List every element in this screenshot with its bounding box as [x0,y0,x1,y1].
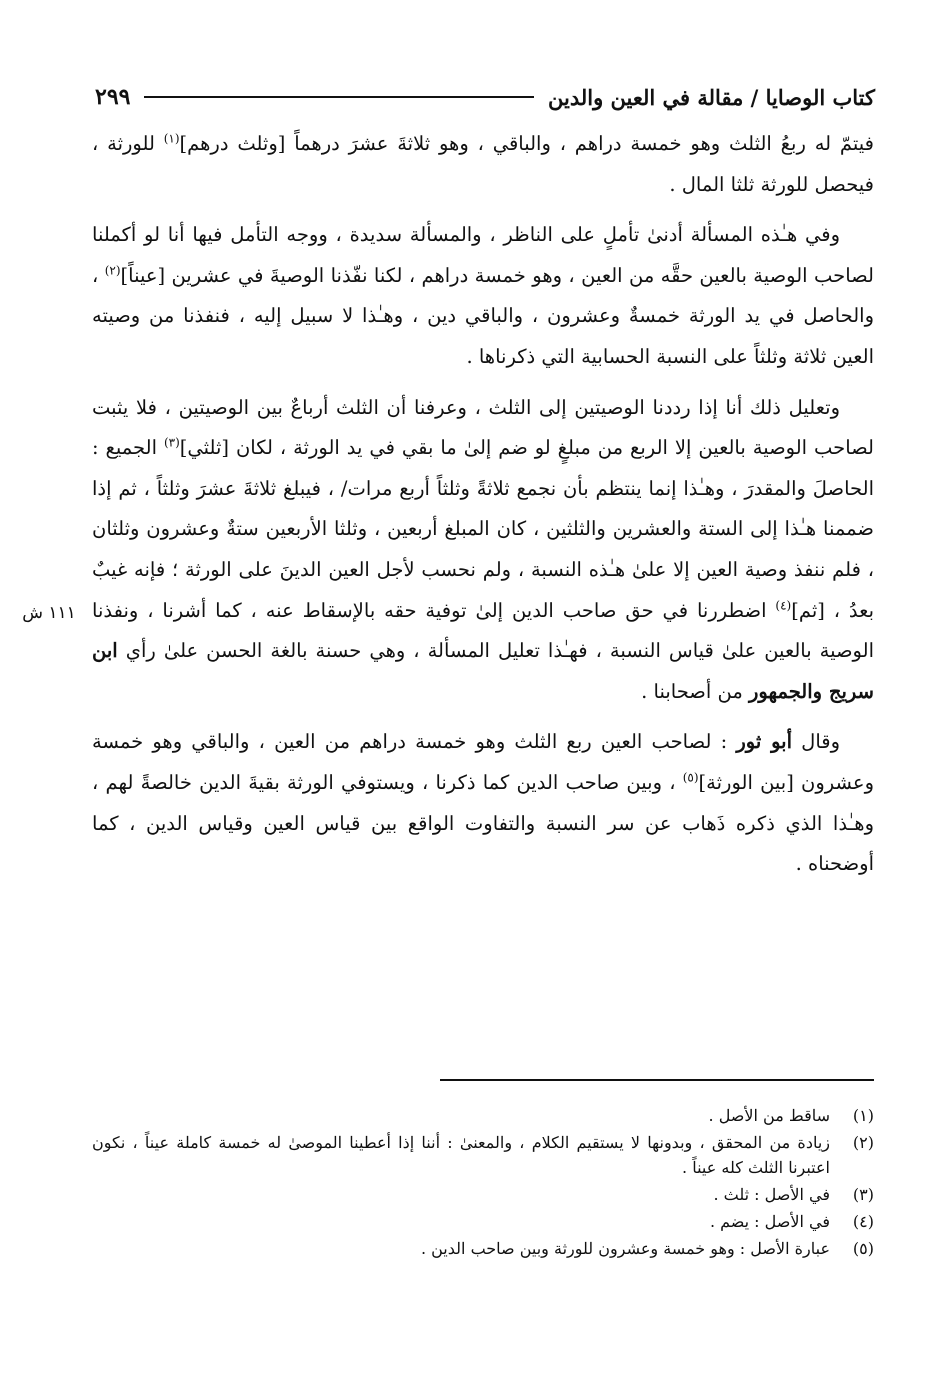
footnote-text: زيادة من المحقق ، وبدونها لا يستقيم الكلام ، والمعنىٰ : أننا إذا أعطينا الموصىٰ له خمسة كاملة عيناً ، نكون اعتبرنا الثلث كله عيناً . [92,1133,830,1177]
text-segment: : لصاحب العين ربع الثلث وهو خمسة دراهم من العين ، والباقي وهو خمسة وعشرون [بين الورثة] [92,730,874,794]
header-rule [144,96,534,98]
footnote-number: (٥) [852,1239,874,1258]
footnote-text: ساقط من الأصل . [708,1106,830,1125]
text-segment: اضطررنا في حق صاحب الدين إلىٰ توفية حقه بالإسقاط عنه ، كما أشرنا ، ونفذنا الوصية بالعين علىٰ قياس النسبة ، فهـٰذا تعليل المسألة ، وهي حسنة بالغة الحسن علىٰ رأي [92,598,874,663]
text-segment: ، والحاصل في يد الورثة خمسةٌ وعشرون ، والباقي دين ، وهـٰذا لا سبيل إليه ، فنفذنا من وصيته العين ثلاثة وثلثاً على النسبة الحسابية التي ذكرناها . [92,263,874,368]
footnote-text: عبارة الأصل : وهو خمسة وعشرون للورثة وبين صاحب الدين . [420,1239,830,1258]
footnote-ref: (٤) [775,598,792,613]
paragraph [92,124,874,205]
text-segment: وتعليل ذلك أنا إذا رددنا الوصيتين إلى الثلث ، وعرفنا أن الثلث أرباعٌ بين الوصيتين ، فلا يثبت لصاحب الوصية بالعين إلا الربع من مبلغٍ لو ضم إلىٰ ما بقي في يد الورثة ، لكان [ثلثي] [92,395,874,460]
page-number: ٢٩٩ [95,84,131,110]
footnote-number: (٢) [852,1133,874,1152]
footnote [92,1130,874,1180]
footnote-ref: (٣) [163,435,180,450]
footnote [92,1182,874,1207]
footnote-ref: (٥) [682,770,699,785]
footnote-number: (٣) [852,1185,874,1204]
footnote-text: في الأصل : يضم . [709,1212,830,1231]
paragraph [92,722,874,884]
footnote-ref: (١) [163,131,180,146]
text-segment: للورثة ، فيحصل للورثة ثلثا المال . [92,132,874,196]
footnote-number: (٤) [852,1212,874,1231]
footnote-number: (١) [852,1106,874,1125]
paragraph [92,388,874,713]
footnote [92,1103,874,1128]
main-text [92,124,874,885]
text-segment: من أصحابنا . [641,679,749,703]
text-segment: فيتمّ له ربعُ الثلث وهو خمسة دراهم ، والباقي ، وهو ثلاثةَ عشرَ درهماً [وثلث درهم] [179,132,874,155]
bold-name: ابن سريج والجمهور [92,639,874,703]
margin-note: ١١١ ش [22,603,76,623]
text-segment: وقال [791,730,840,754]
footnote [92,1236,874,1261]
footnote-text: في الأصل : ثلث . [713,1185,830,1204]
footnote [92,1209,874,1234]
footnote-rule [440,1079,874,1081]
text-segment: ، وبين صاحب الدين كما ذكرنا ، ويستوفي الورثة بقيةَ الدين خالصةً لهم ، وهـٰذا الذي ذكره ذَهاب عن سر النسبة والتفاوت الواقع بين قياس العين وقياس الدين ، كما أوضحناه . [92,770,874,876]
paragraph [92,215,874,377]
footnote-ref: (٢) [104,263,121,278]
header-title: كتاب الوصايا / مقالة في العين والدين [548,84,875,110]
bold-name: أبو ثور [736,730,792,754]
running-header [95,80,875,114]
text-segment: وفي هـٰذه المسألة أدنىٰ تأملٍ على الناظر ، والمسألة سديدة ، ووجه التأمل فيها أنا لو أكملنا لصاحب الوصية بالعين حقَّه من العين ، وهو خمسة دراهم ، لكنا نفّذنا الوصيةَ في عشرين [عيناً] [92,223,874,287]
text-segment: الجميع : الحاصلَ والمقدرَ ، وهـٰذا إنما ينتظم بأن نجمع ثلاثةً وثلثاً أربع مرات/ ، فيبلغ ثلاثةَ عشرَ وثلثاً ، ثم إذا ضممنا هـٰذا إلى الستة والعشرين والثلثين ، كان المبلغ أربعين ، وثلثا الأربعين ستةٌ وعشرون وثلثان ، فلم ننفذ وصية العين إلا علىٰ هـٰذه النسبة ، ولم نحسب لأجل العين الدينَ على الورثة ؛ فإنه غيبٌ بعدُ ، [ثم] [92,436,874,622]
footnotes [92,1103,874,1263]
